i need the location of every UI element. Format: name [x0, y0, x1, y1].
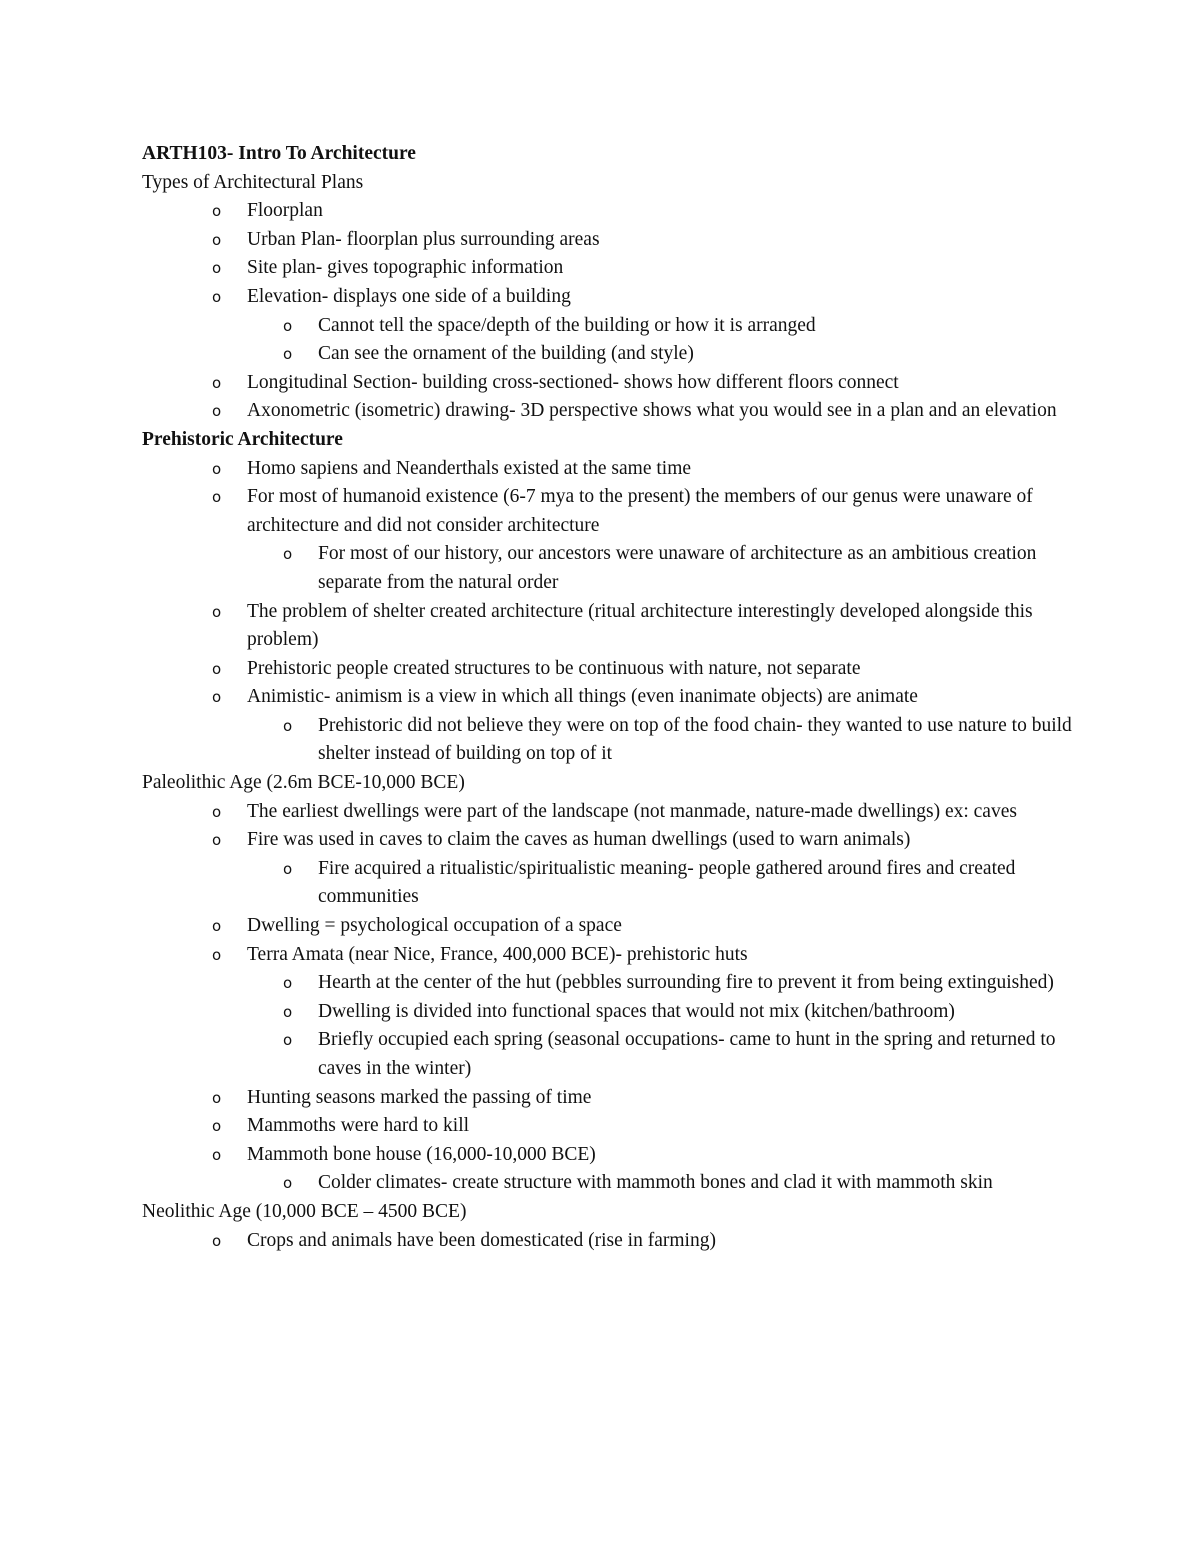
- bullet-icon: o: [212, 831, 222, 850]
- list-item-text: Hearth at the center of the hut (pebbles surrounding fire to prevent it from being extinguished): [318, 972, 1054, 994]
- bullet-icon: o: [212, 1088, 222, 1107]
- list-item: [142, 254, 1082, 283]
- document-body: [142, 169, 1082, 1256]
- bullet-icon: o: [212, 459, 222, 478]
- section-heading: Neolithic Age (10,000 BCE – 4500 BCE): [142, 1200, 467, 1222]
- bullet-icon: o: [212, 488, 222, 507]
- bullet-icon: o: [212, 802, 222, 821]
- list-item-text: Terra Amata (near Nice, France, 400,000 BCE)- prehistoric huts: [247, 943, 748, 965]
- list-item: [142, 1141, 1082, 1170]
- bullet-icon: o: [212, 259, 222, 278]
- section-heading: Paleolithic Age (2.6m BCE-10,000 BCE): [142, 772, 465, 794]
- list-item-text: Floorplan: [247, 200, 323, 222]
- list-item: [142, 941, 1082, 970]
- bullet-icon: o: [212, 917, 222, 936]
- list-item-text: The earliest dwellings were part of the landscape (not manmade, nature-made dwellings) ex: caves: [247, 800, 1017, 822]
- list-item-text: Dwelling = psychological occupation of a space: [247, 915, 622, 937]
- bullet-icon: o: [212, 688, 222, 707]
- list-item-text: Elevation- displays one side of a building: [247, 285, 571, 307]
- bullet-icon: o: [212, 287, 222, 306]
- bullet-icon: o: [212, 1231, 222, 1250]
- sub-list-item: [142, 855, 1082, 912]
- document-page: [142, 140, 1082, 1255]
- bullet-icon: o: [283, 345, 293, 364]
- list-item-text: Cannot tell the space/depth of the building or how it is arranged: [318, 314, 816, 336]
- bullet-icon: o: [283, 545, 293, 564]
- list-item-text: Mammoth bone house (16,000-10,000 BCE): [247, 1143, 596, 1165]
- list-item: [142, 798, 1082, 827]
- bullet-icon: o: [283, 316, 293, 335]
- list-item: [142, 1112, 1082, 1141]
- sub-list-item: [142, 1169, 1082, 1198]
- list-item: [142, 655, 1082, 684]
- list-item: [142, 397, 1082, 426]
- sub-list-item: [142, 312, 1082, 341]
- bullet-icon: o: [283, 859, 293, 878]
- bullet-icon: o: [283, 716, 293, 735]
- sub-list-item: [142, 540, 1082, 597]
- list-item-text: Longitudinal Section- building cross-sectioned- shows how different floors connect: [247, 371, 899, 393]
- bullet-icon: o: [212, 602, 222, 621]
- list-item-text: Site plan- gives topographic information: [247, 257, 564, 279]
- sub-list-item: [142, 1026, 1082, 1083]
- bullet-icon: o: [212, 659, 222, 678]
- sub-list-item: [142, 969, 1082, 998]
- bullet-icon: o: [212, 373, 222, 392]
- list-item-text: Can see the ornament of the building (and style): [318, 343, 694, 365]
- section-heading: Prehistoric Architecture: [142, 428, 343, 450]
- bullet-icon: o: [212, 230, 222, 249]
- list-item-text: Axonometric (isometric) drawing- 3D perspective shows what you would see in a plan and an elevation: [247, 400, 1057, 422]
- list-item-text: Urban Plan- floorplan plus surrounding areas: [247, 228, 600, 250]
- list-item-text: Colder climates- create structure with mammoth bones and clad it with mammoth skin: [318, 1172, 993, 1194]
- sub-list-item: [142, 998, 1082, 1027]
- list-item-text: Prehistoric did not believe they were on top of the food chain- they wanted to use nature to build shelter instead of building on top of it: [318, 714, 1072, 765]
- list-item-text: For most of our history, our ancestors were unaware of architecture as an ambitious creation separate from the natural order: [318, 543, 1037, 593]
- bullet-icon: o: [212, 1145, 222, 1164]
- list-item-text: Crops and animals have been domesticated (rise in farming): [247, 1229, 716, 1251]
- list-item: [142, 226, 1082, 255]
- doc-title: ARTH103- Intro To Architecture: [142, 143, 416, 164]
- list-item: [142, 912, 1082, 941]
- bullet-icon: o: [212, 402, 222, 421]
- sub-list-item: [142, 712, 1082, 769]
- list-item: [142, 283, 1082, 312]
- list-item-text: Prehistoric people created structures to be continuous with nature, not separate: [247, 657, 861, 679]
- bullet-icon: o: [283, 1031, 293, 1050]
- list-item-text: Fire acquired a ritualistic/spiritualistic meaning- people gathered around fires and created communities: [318, 857, 1016, 908]
- list-item: [142, 483, 1082, 540]
- list-item: [142, 1227, 1082, 1256]
- list-item: [142, 598, 1082, 655]
- list-item-text: Briefly occupied each spring (seasonal occupations- came to hunt in the spring and returned to caves in the winter): [318, 1029, 1056, 1079]
- list-item-text: For most of humanoid existence (6-7 mya to the present) the members of our genus were unaware of architecture and did not consider architecture: [247, 486, 1033, 536]
- list-item-text: Fire was used in caves to claim the caves as human dwellings (used to warn animals): [247, 829, 911, 851]
- list-item: [142, 369, 1082, 398]
- list-item-text: Mammoths were hard to kill: [247, 1115, 470, 1137]
- list-item-text: Homo sapiens and Neanderthals existed at the same time: [247, 457, 692, 479]
- bullet-icon: o: [212, 202, 222, 221]
- list-item: [142, 197, 1082, 226]
- list-item: [142, 1084, 1082, 1113]
- list-item: [142, 455, 1082, 484]
- list-item: [142, 683, 1082, 712]
- list-item: [142, 826, 1082, 855]
- bullet-icon: o: [212, 945, 222, 964]
- list-item-text: Dwelling is divided into functional spaces that would not mix (kitchen/bathroom): [318, 1000, 955, 1022]
- list-item-text: Hunting seasons marked the passing of time: [247, 1086, 592, 1108]
- sub-list-item: [142, 340, 1082, 369]
- bullet-icon: o: [212, 1117, 222, 1136]
- bullet-icon: o: [283, 974, 293, 993]
- list-item-text: Animistic- animism is a view in which all things (even inanimate objects) are animate: [247, 686, 918, 708]
- bullet-icon: o: [283, 1002, 293, 1021]
- section-heading: Types of Architectural Plans: [142, 171, 364, 193]
- bullet-icon: o: [283, 1174, 293, 1193]
- list-item-text: The problem of shelter created architecture (ritual architecture interestingly developed alongside this problem): [247, 600, 1033, 651]
